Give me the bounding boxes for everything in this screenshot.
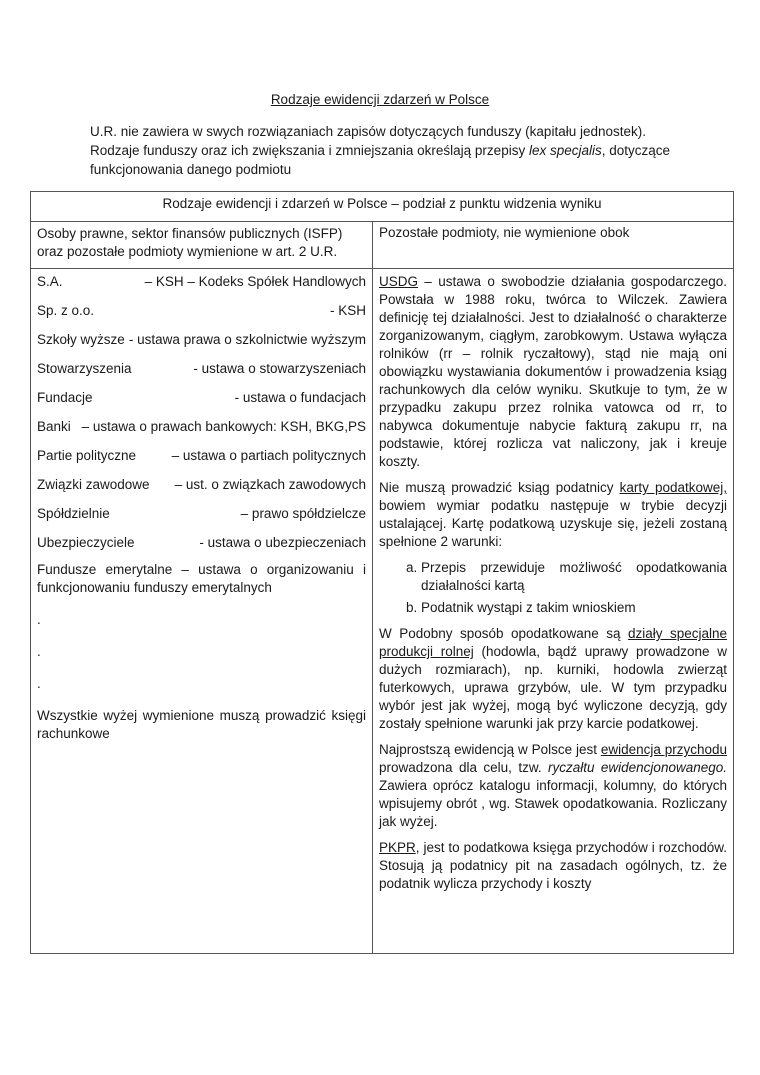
entity-name: Szkoły wyższe (37, 332, 125, 347)
karta-paragraph: Nie muszą prowadzić ksiąg podatnicy karty podatkowej, bowiem wymiar podatku następuje w trybie decyzji ustalającej. Kartę podatkową uzyskuje się, jeżeli zostaną spełnione 2 warunki: (379, 480, 727, 549)
entity-name: S.A. (37, 274, 63, 289)
entity-law: - ustawa o ubezpieczeniach (199, 535, 366, 550)
usdg-paragraph: USDG – ustawa o swobodzie działania gospodarczego. Powstała w 1988 roku, twórca to Wilczek. Zawiera definicję tej działalności. Jest to działalność o charakterze zorganizowanym, ciągłym, zarobkowym. Ustawa wyłącza rolników (rr – rolnik ryczałtowy), stąd nie mają oni obowiązku wystawiania dokumentów i prowadzenia ksiąg rachunkowych dla celów wyniku. Skutkuje to tym, że w przypadku zakupu przez rolnika vatowca od rr, to nabywca dokumentuje nabycie fakturą zakupu rr, na podstawie, której rozlicza vat naliczony, jak i kreuje koszty. (379, 274, 727, 469)
entity-name: Partie polityczne (37, 448, 137, 463)
list-item: a. Przepis przewiduje możliwość opodatkowania działalności kartą (421, 559, 727, 595)
entity-law: – KSH – Kodeks Spółek Handlowych (144, 274, 366, 289)
entity-row (37, 360, 366, 378)
intro-line: U.R. nie zawiera w swych rozwiązaniach zapisów dotyczących funduszy (kapitału jednostek). (90, 124, 646, 139)
entity-law: – ust. o związkach zawodowych (174, 477, 366, 492)
entity-law: - ustawa o stowarzyszeniach (193, 361, 366, 376)
page-title: Rodzaje ewidencji zdarzeń w Polsce (270, 92, 490, 107)
entity-law: – ustawa o partiach politycznych (171, 448, 366, 463)
table-caption: Rodzaje ewidencji i zdarzeń w Polsce – podział z punktu widzenia wyniku (31, 192, 734, 222)
header-left: Osoby prawne, sektor finansów publicznych (ISFP) oraz pozostałe podmioty wymienione w art. 2 U.R. (31, 222, 373, 269)
entity-law: – ustawa o prawach bankowych: KSH, BKG,PS (81, 419, 366, 434)
left-fundusze: Fundusze emerytalne – ustawa o organizowaniu i funkcjonowaniu funduszy emerytalnych (37, 562, 366, 595)
entity-name: Sp. z o.o. (37, 303, 95, 318)
list-item: b. Podatnik wystąpi z takim wnioskiem (421, 599, 727, 617)
dot-line: . (37, 644, 41, 659)
entity-row (37, 418, 366, 436)
left-column (31, 269, 373, 954)
entity-law: – prawo spółdzielcze (240, 506, 366, 521)
entity-row (37, 476, 366, 494)
entity-law: - ustawa prawa o szkolnictwie wyższym (128, 332, 366, 347)
intro (90, 122, 690, 179)
classification-table (30, 191, 734, 954)
entity-row (37, 273, 366, 291)
entity-name: Banki (37, 419, 71, 434)
entity-row (37, 302, 366, 320)
dot-line: . (37, 612, 41, 627)
entity-row (37, 505, 366, 523)
right-column (373, 269, 734, 954)
entity-row (37, 331, 366, 349)
dot-line: . (37, 676, 41, 691)
entity-row (37, 389, 366, 407)
entity-name: Fundacje (37, 390, 93, 405)
entity-row (37, 534, 366, 552)
entity-name: Związki zawodowe (37, 477, 150, 492)
dzialy-paragraph: W Podobny sposób opodatkowane są działy specjalne produkcji rolnej (hodowla, bądź uprawy prowadzone w dużych rozmiarach), np. kurniki, hodowla zwierząt futerkowych, uprawa grzybów, ule. W tym przypadku wybór jest jak wyżej, mogą być wyliczone decyzją, gdy zostały spełnione warunki jak przy karcie podatkowej. (379, 626, 728, 731)
entity-name: Stowarzyszenia (37, 361, 132, 376)
header-right: Pozostałe podmioty, nie wymienione obok (373, 222, 734, 269)
entity-law: - ustawa o fundacjach (234, 390, 366, 405)
intro-line: Rodzaje funduszy oraz ich zwiększania i zmniejszania określają przepisy lex specjalis, dotyczące (90, 143, 671, 158)
pkpr-paragraph: PKPR, jest to podatkowa księga przychodów i rozchodów. Stosują ją podatnicy pit na zasadach ogólnych, tz. że podatnik wylicza przychody i koszty (379, 840, 727, 891)
entity-law: - KSH (329, 303, 366, 318)
ewidencja-paragraph: Najprostszą ewidencją w Polsce jest ewidencja przychodu prowadzona dla celu, tzw. ryczałtu ewidencjonowanego. Zawiera oprócz katalogu informacji, kolumny, do których wpisujemy obrót , wg. Stawek opodatkowania. Rozliczany jak wyżej. (379, 742, 728, 829)
intro-line: funkcjonowania danego podmiotu (90, 162, 292, 177)
entity-name: Ubezpieczyciele (37, 535, 135, 550)
entity-name: Spółdzielnie (37, 506, 110, 521)
left-summary: Wszystkie wyżej wymienione muszą prowadzić księgi rachunkowe (37, 708, 366, 741)
entity-row (37, 447, 366, 465)
conditions-list (379, 559, 727, 617)
